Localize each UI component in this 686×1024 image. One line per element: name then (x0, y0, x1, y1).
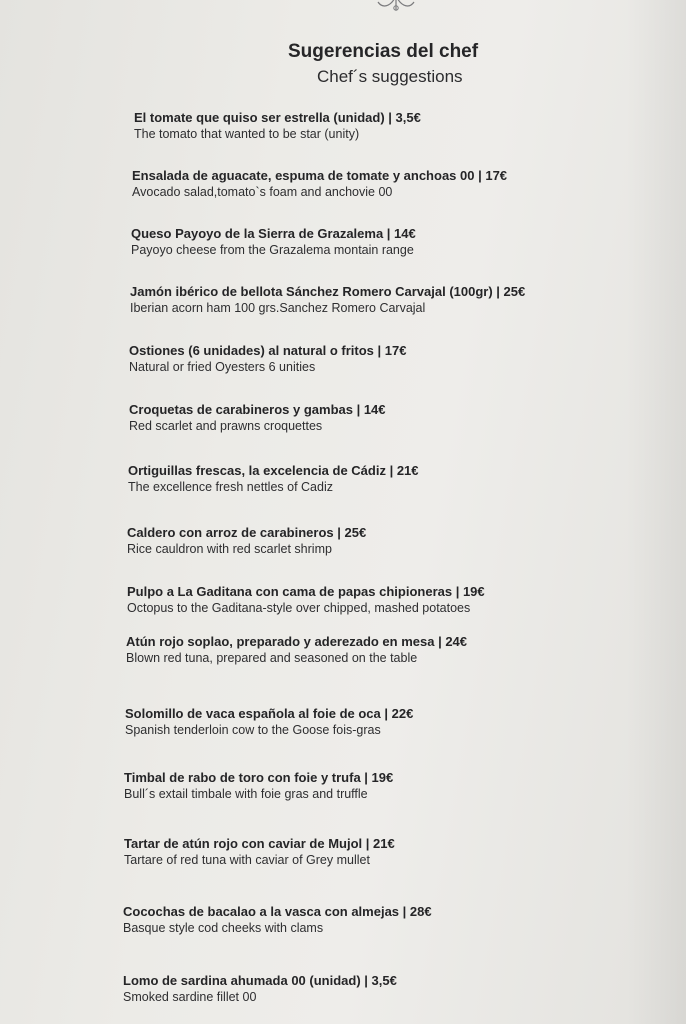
dish-name-en: Iberian acorn ham 100 grs.Sanchez Romero Carvajal (130, 301, 426, 315)
page-title: Sugerencias del chef (288, 41, 479, 62)
menu-item (126, 633, 467, 667)
dish-name-en: Bull´s extail timbale with foie gras and truffle (124, 787, 368, 801)
menu-item (130, 283, 525, 317)
dish-name-es: Atún rojo soplao, preparado y aderezado en mesa | 24€ (126, 634, 468, 649)
menu-item (128, 462, 419, 496)
dish-name-en: The excellence fresh nettles of Cadiz (128, 480, 333, 494)
dish-name-es: El tomate que quiso ser estrella (unidad) | 3,5€ (134, 110, 421, 125)
menu-item (127, 524, 366, 558)
dish-name-en: Octopus to the Gaditana-style over chipped, mashed potatoes (127, 601, 471, 615)
dish-name-es: Ostiones (6 unidades) al natural o fritos | 17€ (129, 343, 407, 358)
dish-name-en: Payoyo cheese from the Grazalema montain range (131, 243, 414, 257)
dish-name-en: Avocado salad,tomato`s foam and anchovie 00 (132, 185, 393, 199)
dish-name-en: Smoked sardine fillet 00 (123, 990, 257, 1004)
menu-item (127, 583, 485, 617)
dish-name-es: Ortiguillas frescas, la excelencia de Cádiz | 21€ (128, 463, 419, 478)
dish-name-en: Spanish tenderloin cow to the Goose fois-gras (125, 723, 381, 737)
dish-name-en: Rice cauldron with red scarlet shrimp (127, 542, 332, 556)
dish-name-en: Natural or fried Oyesters 6 unities (129, 360, 316, 374)
dish-name-es: Timbal de rabo de toro con foie y trufa | 19€ (124, 770, 394, 785)
dish-name-es: Croquetas de carabineros y gambas | 14€ (129, 402, 386, 417)
ornament-icon (376, 0, 416, 14)
menu-item (123, 903, 432, 937)
dish-name-es: Lomo de sardina ahumada 00 (unidad) | 3,5€ (123, 973, 397, 988)
dish-name-es: Solomillo de vaca española al foie de oca | 22€ (125, 706, 414, 721)
dish-name-es: Tartar de atún rojo con caviar de Mujol | 21€ (124, 836, 395, 851)
menu-item (125, 705, 413, 739)
dish-name-es: Jamón ibérico de bellota Sánchez Romero Carvajal (100gr) | 25€ (130, 284, 526, 299)
dish-name-en: Blown red tuna, prepared and seasoned on the table (126, 651, 418, 665)
dish-name-en: Basque style cod cheeks with clams (123, 921, 324, 935)
menu-item (124, 835, 395, 869)
menu-item (131, 225, 416, 259)
menu-item (129, 342, 406, 376)
dish-name-en: Red scarlet and prawns croquettes (129, 419, 323, 433)
dish-name-es: Cocochas de bacalao a la vasca con almejas | 28€ (123, 904, 432, 919)
dish-name-es: Queso Payoyo de la Sierra de Grazalema | 14€ (131, 226, 416, 241)
dish-name-es: Caldero con arroz de carabineros | 25€ (127, 525, 367, 540)
dish-name-en: Tartare of red tuna with caviar of Grey mullet (124, 853, 370, 867)
menu-item (123, 972, 397, 1006)
menu-item (132, 167, 507, 201)
page-subtitle: Chef´s suggestions (317, 67, 463, 86)
menu-item (134, 109, 421, 143)
menu-item (124, 769, 393, 803)
menu-item (129, 401, 386, 435)
dish-name-es: Ensalada de aguacate, espuma de tomate y anchoas 00 | 17€ (132, 168, 508, 183)
dish-name-es: Pulpo a La Gaditana con cama de papas chipioneras | 19€ (127, 584, 485, 599)
dish-name-en: The tomato that wanted to be star (unity) (134, 127, 360, 141)
